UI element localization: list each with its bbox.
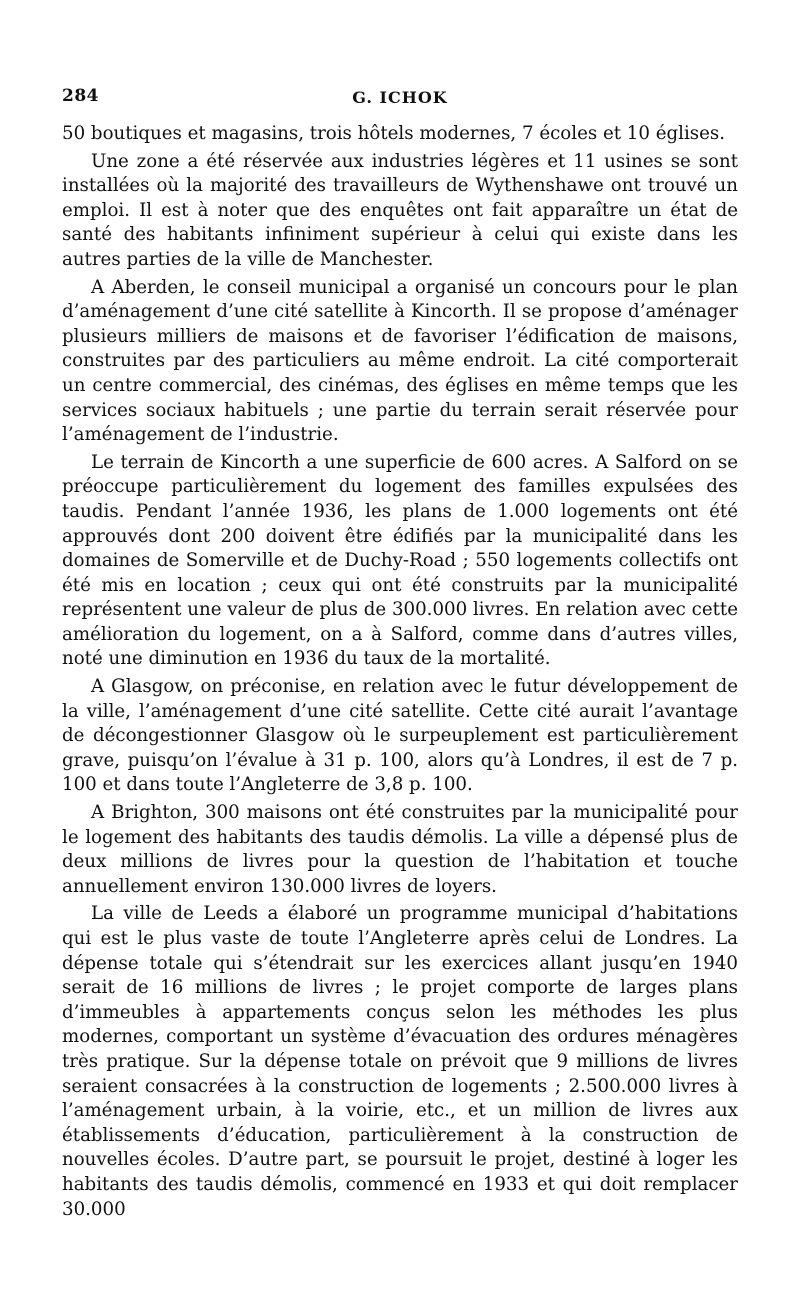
running-head <box>62 86 738 116</box>
paragraph-aberden: A Aberden, le conseil municipal a organisé un concours pour le plan d’aménagement d’une cité satellite à Kincorth. Il se propose d’aménager plusieurs milliers de maisons et de favoriser l’édification de maisons, construites par des particuliers au même endroit. La cité comporterait un centre commercial, des cinémas, des églises en même temps que les services sociaux habituels ; une partie du terrain serait réservée pour l’aménagement de l’industrie. <box>62 276 738 446</box>
body-text <box>62 122 738 1222</box>
paragraph-brighton: A Brighton, 300 maisons ont été construites par la municipalité pour le logement des habitants des taudis démolis. La ville a dépensé plus de deux millions de livres pour la question de l’habitation et touche annuellement environ 130.000 livres de loyers. <box>62 802 738 897</box>
book-page <box>62 86 738 1222</box>
paragraph-leeds: La ville de Leeds a élaboré un programme municipal d’habitations qui est le plus vaste de toute l’Angleterre après celui de Londres. La dépense totale qui s’étendrait sur les exercices allant jusqu’en 1940 serait de 16 millions de livres ; le projet comporte de larges plans d’immeubles à appartements conçus selon les méthodes les plus modernes, comportant un système d’évacuation des ordures ménagères très pratique. Sur la dépense totale on prévoit que 9 millions de livres seraient consacrées à la construction de logements ; 2.500.000 livres à l’aménagement urbain, à la voirie, etc., et un million de livres aux établissements d’éducation, particulièrement à la construction de nouvelles écoles. D’autre part, se poursuit le projet, destiné à loger les habitants des taudis démolis, commencé en 1933 et qui doit remplacer 30.000 <box>62 903 738 1220</box>
paragraph-continuation: 50 boutiques et magasins, trois hôtels modernes, 7 écoles et 10 églises. <box>62 123 725 144</box>
paragraph-salford: Le terrain de Kincorth a une superficie de 600 acres. A Salford on se préoccupe particulièrement du logement des familles expulsées des taudis. Pendant l’année 1936, les plans de 1.000 logements ont été approuvés dont 200 doivent être édifiés par la municipalité dans les domaines de Somerville et de Duchy-Road ; 550 logements collectifs ont été mis en location ; ceux qui ont été construits par la municipalité représentent une valeur de plus de 300.000 livres. En relation avec cette amélioration du logement, on a à Salford, comme dans d’autres villes, noté une diminution en 1936 du taux de la mortalité. <box>62 451 738 670</box>
paragraph-glasgow: A Glasgow, on préconise, en relation avec le futur développement de la ville, l’aménagement d’une cité satellite. Cette cité aurait l’avantage de décongestionner Glasgow où le surpeuplement est particulièrement grave, puisqu’on l’évalue à 31 p. 100, alors qu’à Londres, il est de 7 p. 100 et dans toute l’Angleterre de 3,8 p. 100. <box>62 676 738 796</box>
page-number: 284 <box>62 86 99 106</box>
paragraph-manchester: Une zone a été réservée aux industries légères et 11 usines se sont installées où la majorité des travailleurs de Wythenshawe ont trouvé un emploi. Il est à noter que des enquêtes ont fait apparaître un état de santé des habitants infiniment supérieur à celui qui existe dans les autres parties de la ville de Manchester. <box>62 150 738 270</box>
running-head-author: G. ICHOK <box>352 88 448 107</box>
